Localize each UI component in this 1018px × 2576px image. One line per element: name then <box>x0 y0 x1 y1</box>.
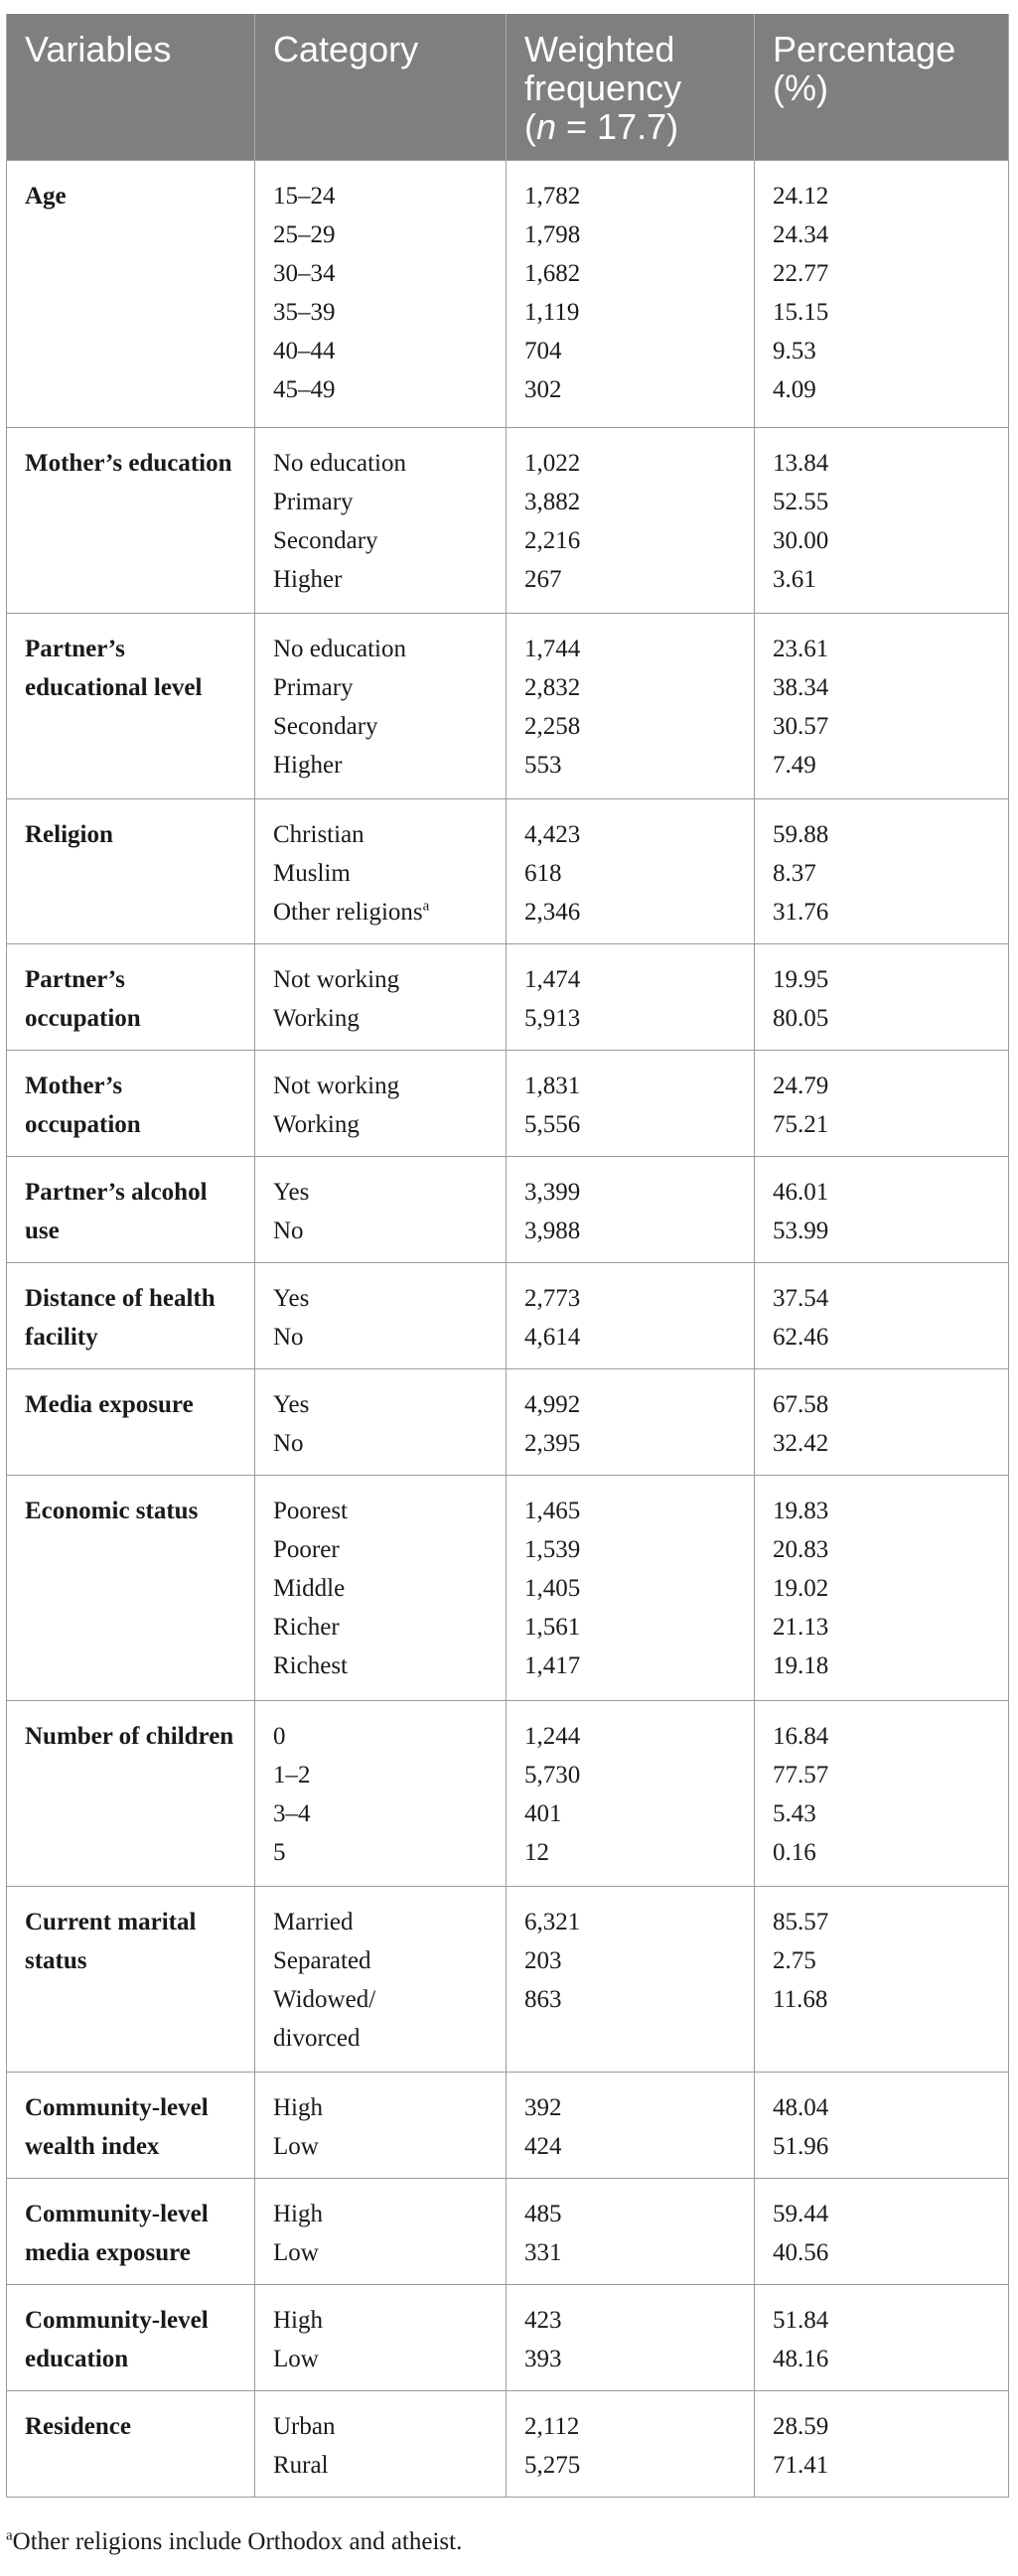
category-cell-item: 1–2 <box>273 1762 311 1789</box>
frequency-cell-item: 2,832 <box>524 674 581 701</box>
frequency-cell-item: 5,275 <box>524 2452 581 2479</box>
frequency-cell-item: 1,744 <box>524 636 581 662</box>
percentage-cell-item: 48.04 <box>773 2094 829 2121</box>
frequency-cell-item: 331 <box>524 2239 562 2266</box>
descriptive-statistics-table <box>6 14 1009 2498</box>
frequency-cell-item: 1,474 <box>524 966 581 993</box>
category-cell-item: Primary <box>273 674 354 701</box>
percentage-cell-item: 32.42 <box>773 1430 829 1457</box>
frequency-cell-item: 1,417 <box>524 1652 581 1679</box>
variable-cell: Community-level education <box>7 2285 255 2391</box>
frequency-cell-item: 3,399 <box>524 1179 581 1206</box>
percentage-cell-item: 30.57 <box>773 713 829 740</box>
percentage-cell-item: 19.95 <box>773 966 829 993</box>
frequency-cell-item: 3,988 <box>524 1217 581 1244</box>
percentage-cell-item: 85.57 <box>773 1909 829 1935</box>
category-cell <box>255 428 507 614</box>
footnote-text: Other religions include Orthodox and atheist. <box>12 2528 463 2555</box>
variable-cell: Partner’s educational level <box>7 614 255 799</box>
category-cell <box>255 161 507 428</box>
category-cell-item: Higher <box>273 752 343 779</box>
percentage-cell-item: 19.83 <box>773 1498 829 1524</box>
category-cell-item: Poorest <box>273 1498 348 1524</box>
percentage-cell <box>755 2285 1009 2391</box>
percentage-cell-item: 71.41 <box>773 2452 829 2479</box>
percentage-cell-item: 62.46 <box>773 1324 829 1351</box>
percentage-cell-item: 7.49 <box>773 752 816 779</box>
category-cell-item: No <box>273 1324 304 1351</box>
percentage-cell-item: 24.34 <box>773 221 829 248</box>
category-cell-item: Muslim <box>273 860 351 887</box>
frequency-cell-item: 267 <box>524 566 562 593</box>
frequency-cell-item: 485 <box>524 2201 562 2227</box>
header-row <box>7 14 1009 161</box>
percentage-cell-item: 38.34 <box>773 674 829 701</box>
category-cell-item: 35–39 <box>273 299 336 326</box>
percentage-cell <box>755 1887 1009 2073</box>
category-cell-item: 25–29 <box>273 221 336 248</box>
frequency-cell <box>507 614 755 799</box>
percentage-cell-item: 46.01 <box>773 1179 829 1206</box>
category-cell-item: High <box>273 2307 323 2334</box>
category-cell-item: Yes <box>273 1391 310 1418</box>
frequency-cell <box>507 1263 755 1369</box>
frequency-cell <box>507 799 755 944</box>
frequency-cell-item: 2,773 <box>524 1285 581 1312</box>
percentage-cell-item: 51.96 <box>773 2133 829 2160</box>
frequency-cell-item: 704 <box>524 338 562 364</box>
category-cell-item: 30–34 <box>273 260 336 287</box>
table-row <box>7 1263 1009 1369</box>
percentage-cell-item: 22.77 <box>773 260 829 287</box>
table-row <box>7 161 1009 428</box>
category-cell-item: 3–4 <box>273 1800 311 1827</box>
frequency-cell-item: 3,882 <box>524 489 581 515</box>
category-cell-item: Low <box>273 2239 319 2266</box>
category-cell <box>255 1263 507 1369</box>
percentage-cell-item: 11.68 <box>773 1986 828 2013</box>
category-cell-item: No education <box>273 450 406 477</box>
frequency-cell-item: 423 <box>524 2307 562 2334</box>
category-cell <box>255 1887 507 2073</box>
category-cell <box>255 1051 507 1157</box>
frequency-cell-item: 6,321 <box>524 1909 581 1935</box>
frequency-cell-item: 618 <box>524 860 562 887</box>
category-cell <box>255 799 507 944</box>
variable-cell: Religion <box>7 799 255 944</box>
percentage-cell-item: 4.09 <box>773 376 816 403</box>
category-cell-item: High <box>273 2094 323 2121</box>
percentage-cell-item: 31.76 <box>773 899 829 926</box>
frequency-cell-item: 863 <box>524 1986 562 2013</box>
table-row <box>7 1887 1009 2073</box>
percentage-cell-item: 16.84 <box>773 1723 829 1750</box>
category-cell-item: Not working <box>273 1073 400 1099</box>
variable-cell: Partner’s occupation <box>7 944 255 1051</box>
category-cell-item: Secondary <box>273 713 378 740</box>
category-cell-item: Urban <box>273 2413 336 2440</box>
table-row <box>7 428 1009 614</box>
frequency-cell-item: 424 <box>524 2133 562 2160</box>
header-percentage: Percentage (%) <box>755 14 1009 161</box>
footnote-marker: a <box>6 2527 13 2544</box>
percentage-cell-item: 24.79 <box>773 1073 829 1099</box>
percentage-cell <box>755 1369 1009 1476</box>
category-cell <box>255 2073 507 2179</box>
table-row <box>7 2073 1009 2179</box>
percentage-cell-item: 40.56 <box>773 2239 829 2266</box>
frequency-cell-item: 203 <box>524 1947 562 1974</box>
percentage-cell-item: 3.61 <box>773 566 816 593</box>
variable-cell: Community-level wealth index <box>7 2073 255 2179</box>
percentage-cell-item: 28.59 <box>773 2413 829 2440</box>
header-n-value: = 17.7) <box>556 106 679 147</box>
category-cell-item: High <box>273 2201 323 2227</box>
percentage-cell <box>755 1701 1009 1887</box>
frequency-cell <box>507 428 755 614</box>
percentage-cell <box>755 1476 1009 1701</box>
religion-superscript: a <box>422 898 430 915</box>
frequency-cell <box>507 1369 755 1476</box>
frequency-cell-item: 1,405 <box>524 1575 581 1602</box>
percentage-cell-item: 37.54 <box>773 1285 829 1312</box>
percentage-cell <box>755 614 1009 799</box>
header-n-prefix: ( <box>524 106 536 147</box>
percentage-cell <box>755 1157 1009 1263</box>
variable-cell: Number of children <box>7 1701 255 1887</box>
category-cell-item: Primary <box>273 489 354 515</box>
variable-cell: Mother’s occupation <box>7 1051 255 1157</box>
header-weighted-frequency-label: Weighted frequency <box>524 29 682 108</box>
category-cell <box>255 2391 507 2498</box>
frequency-cell-item: 12 <box>524 1839 549 1866</box>
variable-cell: Age <box>7 161 255 428</box>
percentage-cell <box>755 1263 1009 1369</box>
frequency-cell <box>507 2073 755 2179</box>
category-cell <box>255 1701 507 1887</box>
header-n-letter: n <box>536 106 557 147</box>
percentage-cell-item: 23.61 <box>773 636 829 662</box>
table-row <box>7 1051 1009 1157</box>
percentage-cell <box>755 2073 1009 2179</box>
percentage-cell-item: 48.16 <box>773 2346 829 2372</box>
percentage-cell-item: 53.99 <box>773 1217 829 1244</box>
frequency-cell-item: 1,244 <box>524 1723 581 1750</box>
category-cell-item: Yes <box>273 1179 310 1206</box>
frequency-cell-item: 2,258 <box>524 713 581 740</box>
percentage-cell <box>755 944 1009 1051</box>
frequency-cell-item: 302 <box>524 376 562 403</box>
frequency-cell-item: 553 <box>524 752 562 779</box>
table-container <box>6 14 1008 2498</box>
category-cell-item: 0 <box>273 1723 286 1750</box>
category-cell <box>255 1157 507 1263</box>
variable-cell: Media exposure <box>7 1369 255 1476</box>
frequency-cell-item: 5,730 <box>524 1762 581 1789</box>
category-cell-item: Richest <box>273 1652 348 1679</box>
frequency-cell-item: 4,992 <box>524 1391 581 1418</box>
category-cell <box>255 614 507 799</box>
category-cell <box>255 2179 507 2285</box>
category-cell-item: No <box>273 1430 304 1457</box>
category-cell-item: 45–49 <box>273 376 336 403</box>
category-cell-item: Low <box>273 2346 319 2372</box>
header-variables: Variables <box>7 14 255 161</box>
frequency-cell-item: 393 <box>524 2346 562 2372</box>
percentage-cell-item: 75.21 <box>773 1111 829 1138</box>
percentage-cell-item: 19.18 <box>773 1652 829 1679</box>
variable-cell: Economic status <box>7 1476 255 1701</box>
table-row <box>7 1476 1009 1701</box>
table-body <box>7 161 1009 2498</box>
category-cell <box>255 944 507 1051</box>
frequency-cell <box>507 1157 755 1263</box>
frequency-cell <box>507 2285 755 2391</box>
frequency-cell-item: 5,913 <box>524 1005 581 1032</box>
category-cell <box>255 1369 507 1476</box>
category-cell-item: No education <box>273 636 406 662</box>
table-row <box>7 1369 1009 1476</box>
category-cell-item: 40–44 <box>273 338 336 364</box>
percentage-cell-item: 20.83 <box>773 1536 829 1563</box>
frequency-cell-item: 1,119 <box>524 299 580 326</box>
category-cell-item: Widowed/ divorced <box>273 1986 376 2052</box>
category-cell-item: Married <box>273 1909 354 1935</box>
frequency-cell-item: 4,614 <box>524 1324 581 1351</box>
category-cell-item: Working <box>273 1111 360 1138</box>
category-cell-item: No <box>273 1217 304 1244</box>
frequency-cell-item: 1,539 <box>524 1536 581 1563</box>
frequency-cell-item: 1,022 <box>524 450 581 477</box>
category-cell-item: Separated <box>273 1947 371 1974</box>
category-cell-item: Working <box>273 1005 360 1032</box>
frequency-cell-item: 2,216 <box>524 527 581 554</box>
table-row <box>7 2285 1009 2391</box>
percentage-cell-item: 59.44 <box>773 2201 829 2227</box>
percentage-cell-item: 19.02 <box>773 1575 829 1602</box>
category-cell <box>255 2285 507 2391</box>
category-cell-item: Yes <box>273 1285 310 1312</box>
frequency-cell-item: 1,831 <box>524 1073 581 1099</box>
category-cell-item: Christian <box>273 821 364 848</box>
frequency-cell-item: 1,561 <box>524 1614 581 1641</box>
percentage-cell <box>755 1051 1009 1157</box>
variable-cell: Residence <box>7 2391 255 2498</box>
variable-cell: Current marital status <box>7 1887 255 2073</box>
category-cell-item: Not working <box>273 966 400 993</box>
table-row <box>7 2179 1009 2285</box>
frequency-cell-item: 392 <box>524 2094 562 2121</box>
percentage-cell-item: 77.57 <box>773 1762 829 1789</box>
percentage-cell <box>755 799 1009 944</box>
percentage-cell-item: 51.84 <box>773 2307 829 2334</box>
percentage-cell-item: 5.43 <box>773 1800 816 1827</box>
category-cell-item: Higher <box>273 566 343 593</box>
percentage-cell-item: 8.37 <box>773 860 816 887</box>
table-row <box>7 614 1009 799</box>
frequency-cell <box>507 1476 755 1701</box>
category-cell-item: Richer <box>273 1614 340 1641</box>
percentage-cell-item: 30.00 <box>773 527 829 554</box>
percentage-cell-item: 2.75 <box>773 1947 816 1974</box>
frequency-cell <box>507 161 755 428</box>
frequency-cell <box>507 2179 755 2285</box>
frequency-cell <box>507 1887 755 2073</box>
variable-cell: Community-level media exposure <box>7 2179 255 2285</box>
frequency-cell-item: 2,395 <box>524 1430 581 1457</box>
percentage-cell-item: 15.15 <box>773 299 829 326</box>
frequency-cell <box>507 1051 755 1157</box>
category-cell <box>255 1476 507 1701</box>
header-weighted-frequency <box>507 14 755 161</box>
category-cell-item: 5 <box>273 1839 286 1866</box>
category-cell-item: Middle <box>273 1575 346 1602</box>
percentage-cell-item: 9.53 <box>773 338 816 364</box>
percentage-cell <box>755 2391 1009 2498</box>
percentage-cell-item: 24.12 <box>773 183 829 210</box>
frequency-cell-item: 5,556 <box>524 1111 581 1138</box>
variable-cell: Partner’s alcohol use <box>7 1157 255 1263</box>
frequency-cell <box>507 1701 755 1887</box>
table-footnote <box>6 2528 462 2556</box>
frequency-cell-item: 4,423 <box>524 821 581 848</box>
table-row <box>7 799 1009 944</box>
percentage-cell <box>755 428 1009 614</box>
variable-cell: Distance of health facility <box>7 1263 255 1369</box>
percentage-cell-item: 80.05 <box>773 1005 829 1032</box>
category-cell-item: Low <box>273 2133 319 2160</box>
percentage-cell-item: 59.88 <box>773 821 829 848</box>
frequency-cell <box>507 2391 755 2498</box>
percentage-cell <box>755 161 1009 428</box>
category-cell-item: Secondary <box>273 527 378 554</box>
table-row <box>7 1157 1009 1263</box>
frequency-cell-item: 2,346 <box>524 899 581 926</box>
table-row <box>7 944 1009 1051</box>
frequency-cell <box>507 944 755 1051</box>
category-cell-item: Rural <box>273 2452 329 2479</box>
frequency-cell-item: 2,112 <box>524 2413 580 2440</box>
percentage-cell-item: 21.13 <box>773 1614 829 1641</box>
percentage-cell-item: 52.55 <box>773 489 829 515</box>
frequency-cell-item: 1,465 <box>524 1498 581 1524</box>
percentage-cell-item: 0.16 <box>773 1839 816 1866</box>
percentage-cell-item: 67.58 <box>773 1391 829 1418</box>
category-cell-item: Poorer <box>273 1536 340 1563</box>
header-category: Category <box>255 14 507 161</box>
percentage-cell <box>755 2179 1009 2285</box>
category-cell-item: Other religions$^a$ <box>273 898 430 926</box>
table-row <box>7 2391 1009 2498</box>
category-cell-item: 15–24 <box>273 183 336 210</box>
frequency-cell-item: 1,682 <box>524 260 581 287</box>
table-row <box>7 1701 1009 1887</box>
percentage-cell-item: 13.84 <box>773 450 829 477</box>
variable-cell: Mother’s education <box>7 428 255 614</box>
frequency-cell-item: 1,782 <box>524 183 581 210</box>
frequency-cell-item: 401 <box>524 1800 562 1827</box>
frequency-cell-item: 1,798 <box>524 221 581 248</box>
